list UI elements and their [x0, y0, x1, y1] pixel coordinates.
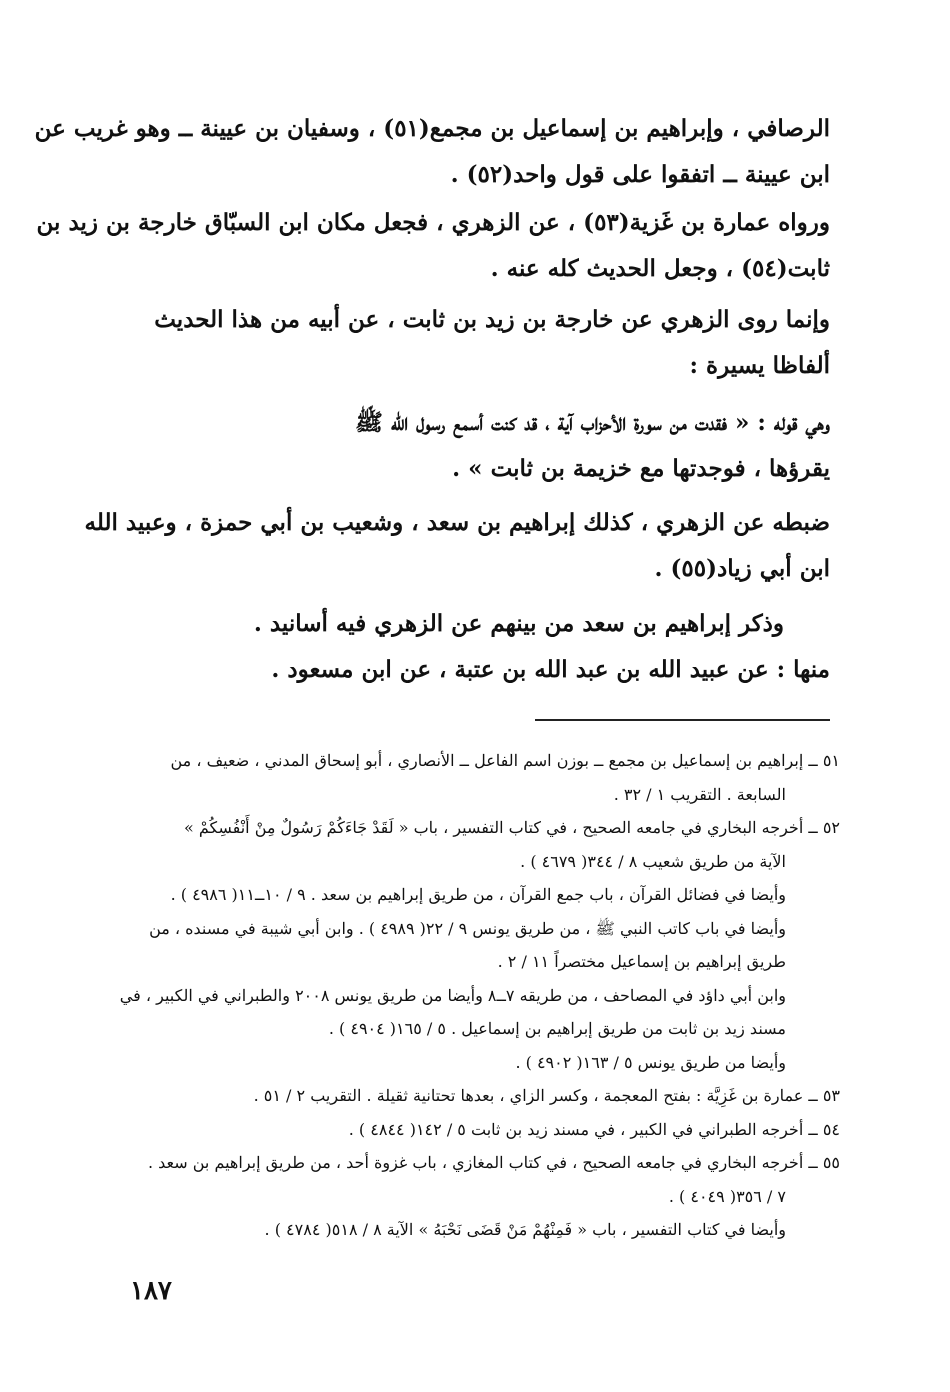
body-line: وذكر إبراهيم بن سعد من بينهم عن الزهري فيه أسانيد . [253, 610, 784, 637]
footnote-line: وأيضا في كتاب التفسير ، باب « فَمِنْهُمْ مَنْ قَضَى نَحْبَهُ » الآية ٨ / ٥١٨( ٤٧٨٤ ) . [264, 1220, 786, 1239]
footnote-line: مسند زيد بن ثابت من طريق إبراهيم بن إسماعيل . ٥ / ١٦٥( ٤٩٠٤ ) . [328, 1019, 786, 1038]
footnote-line: طريق إبراهيم بن إسماعيل مختصراً ١١ / ٢ . [497, 952, 786, 971]
footnote-line: ٥٣ ــ عمارة بن غَزِيَّة : بفتح المعجمة ، وكسر الزاي ، بعدها تحتانية ثقيلة . التقريب ٢ / ٥١ . [253, 1086, 840, 1105]
body-line: ورواه عمارة بن غَزية(٥٣) ، عن الزهري ، فجعل مكان ابن السبّاق خارجة بن زيد بن [36, 209, 830, 236]
body-line: وهي قوله : « فقدت من سورة الأحزاب آية ، قد كنت أسمع رسول الله ﷺ [355, 409, 830, 436]
body-line: منها : عن عبيد الله بن عبد الله بن عتبة ، عن ابن مسعود . [271, 656, 830, 683]
footnote-divider [535, 719, 830, 721]
footnote-line: ٥٢ ــ أخرجه البخاري في جامعه الصحيح ، في كتاب التفسير ، باب « لَقَدْ جَاءَكُمْ رَسُولٌ مِنْ أَنْفُسِكُمْ » [183, 818, 840, 837]
body-paragraph-3 [130, 297, 830, 389]
footnote-line: وأيضا في فضائل القرآن ، باب جمع القرآن ، من طريق إبراهيم بن سعد . ٩ / ١٠ــ١١( ٤٩٨٦ ) . [170, 885, 786, 904]
body-line: يقرؤها ، فوجدتها مع خزيمة بن ثابت » . [452, 455, 830, 482]
body-line: ثابت(٥٤) ، وجعل الحديث كله عنه . [490, 255, 830, 282]
body-paragraph-2 [36, 200, 830, 292]
body-paragraph-1 [34, 106, 830, 198]
body-line: ضبطه عن الزهري ، كذلك إبراهيم بن سعد ، وشعيب بن أبي حمزة ، وعبيد الله [84, 509, 830, 536]
body-paragraph-6 [130, 601, 830, 693]
footnote-line: وأيضا في باب كاتب النبي ﷺ ، من طريق يونس ٩ / ٢٢( ٤٩٨٩ ) . وابن أبي شيبة في مسنده ، من [149, 918, 786, 938]
body-paragraph-4 [130, 400, 830, 492]
footnote-line: ٥١ ــ إبراهيم بن إسماعيل بن مجمع ــ بوزن اسم الفاعل ــ الأنصاري ، أبو إسحاق المدني ، ضعيف ، من [170, 751, 840, 770]
footnote-line: ٥٥ ــ أخرجه البخاري في جامعه الصحيح ، في كتاب المغازي ، باب غزوة أحد ، من طريق إبراهيم بن سعد . [147, 1153, 840, 1172]
page-number: ١٨٧ [130, 1276, 172, 1306]
footnote-line: وأيضا من طريق يونس ٥ / ١٦٣( ٤٩٠٢ ) . [515, 1052, 786, 1072]
body-line: ابن أبي زياد(٥٥) . [654, 555, 830, 582]
footnote-line: ٥٤ ــ أخرجه الطبراني في الكبير ، في مسند زيد بن ثابت ٥ / ١٤٢( ٤٨٤٤ ) . [348, 1119, 840, 1139]
footnote-line: وابن أبي داؤد في المصاحف ، من طريقه ٧ــ٨ وأيضا من طريق يونس ٢٠٠٨ والطبراني في الكبير ، في [119, 985, 786, 1005]
body-line: ابن عيينة ــ اتفقوا على قول واحد(٥٢) . [450, 161, 830, 188]
body-line: وإنما روى الزهري عن خارجة بن زيد بن ثابت ، عن أبيه من هذا الحديث [154, 306, 830, 333]
body-line: الرصافي ، وإبراهيم بن إسماعيل بن مجمع(٥١) ، وسفيان بن عيينة ــ وهو غريب عن [34, 115, 830, 142]
footnotes [119, 744, 840, 1247]
body-paragraph-5 [84, 500, 830, 592]
footnote-line: الآية من طريق شعيب ٨ / ٣٤٤( ٤٦٧٩ ) . [520, 851, 786, 871]
body-line: ألفاظا يسيرة : [689, 352, 830, 379]
footnote-line: السابعة . التقريب ١ / ٣٢ . [613, 784, 786, 804]
footnote-line: ٧ / ٣٥٦( ٤٠٤٩ ) . [668, 1186, 786, 1206]
